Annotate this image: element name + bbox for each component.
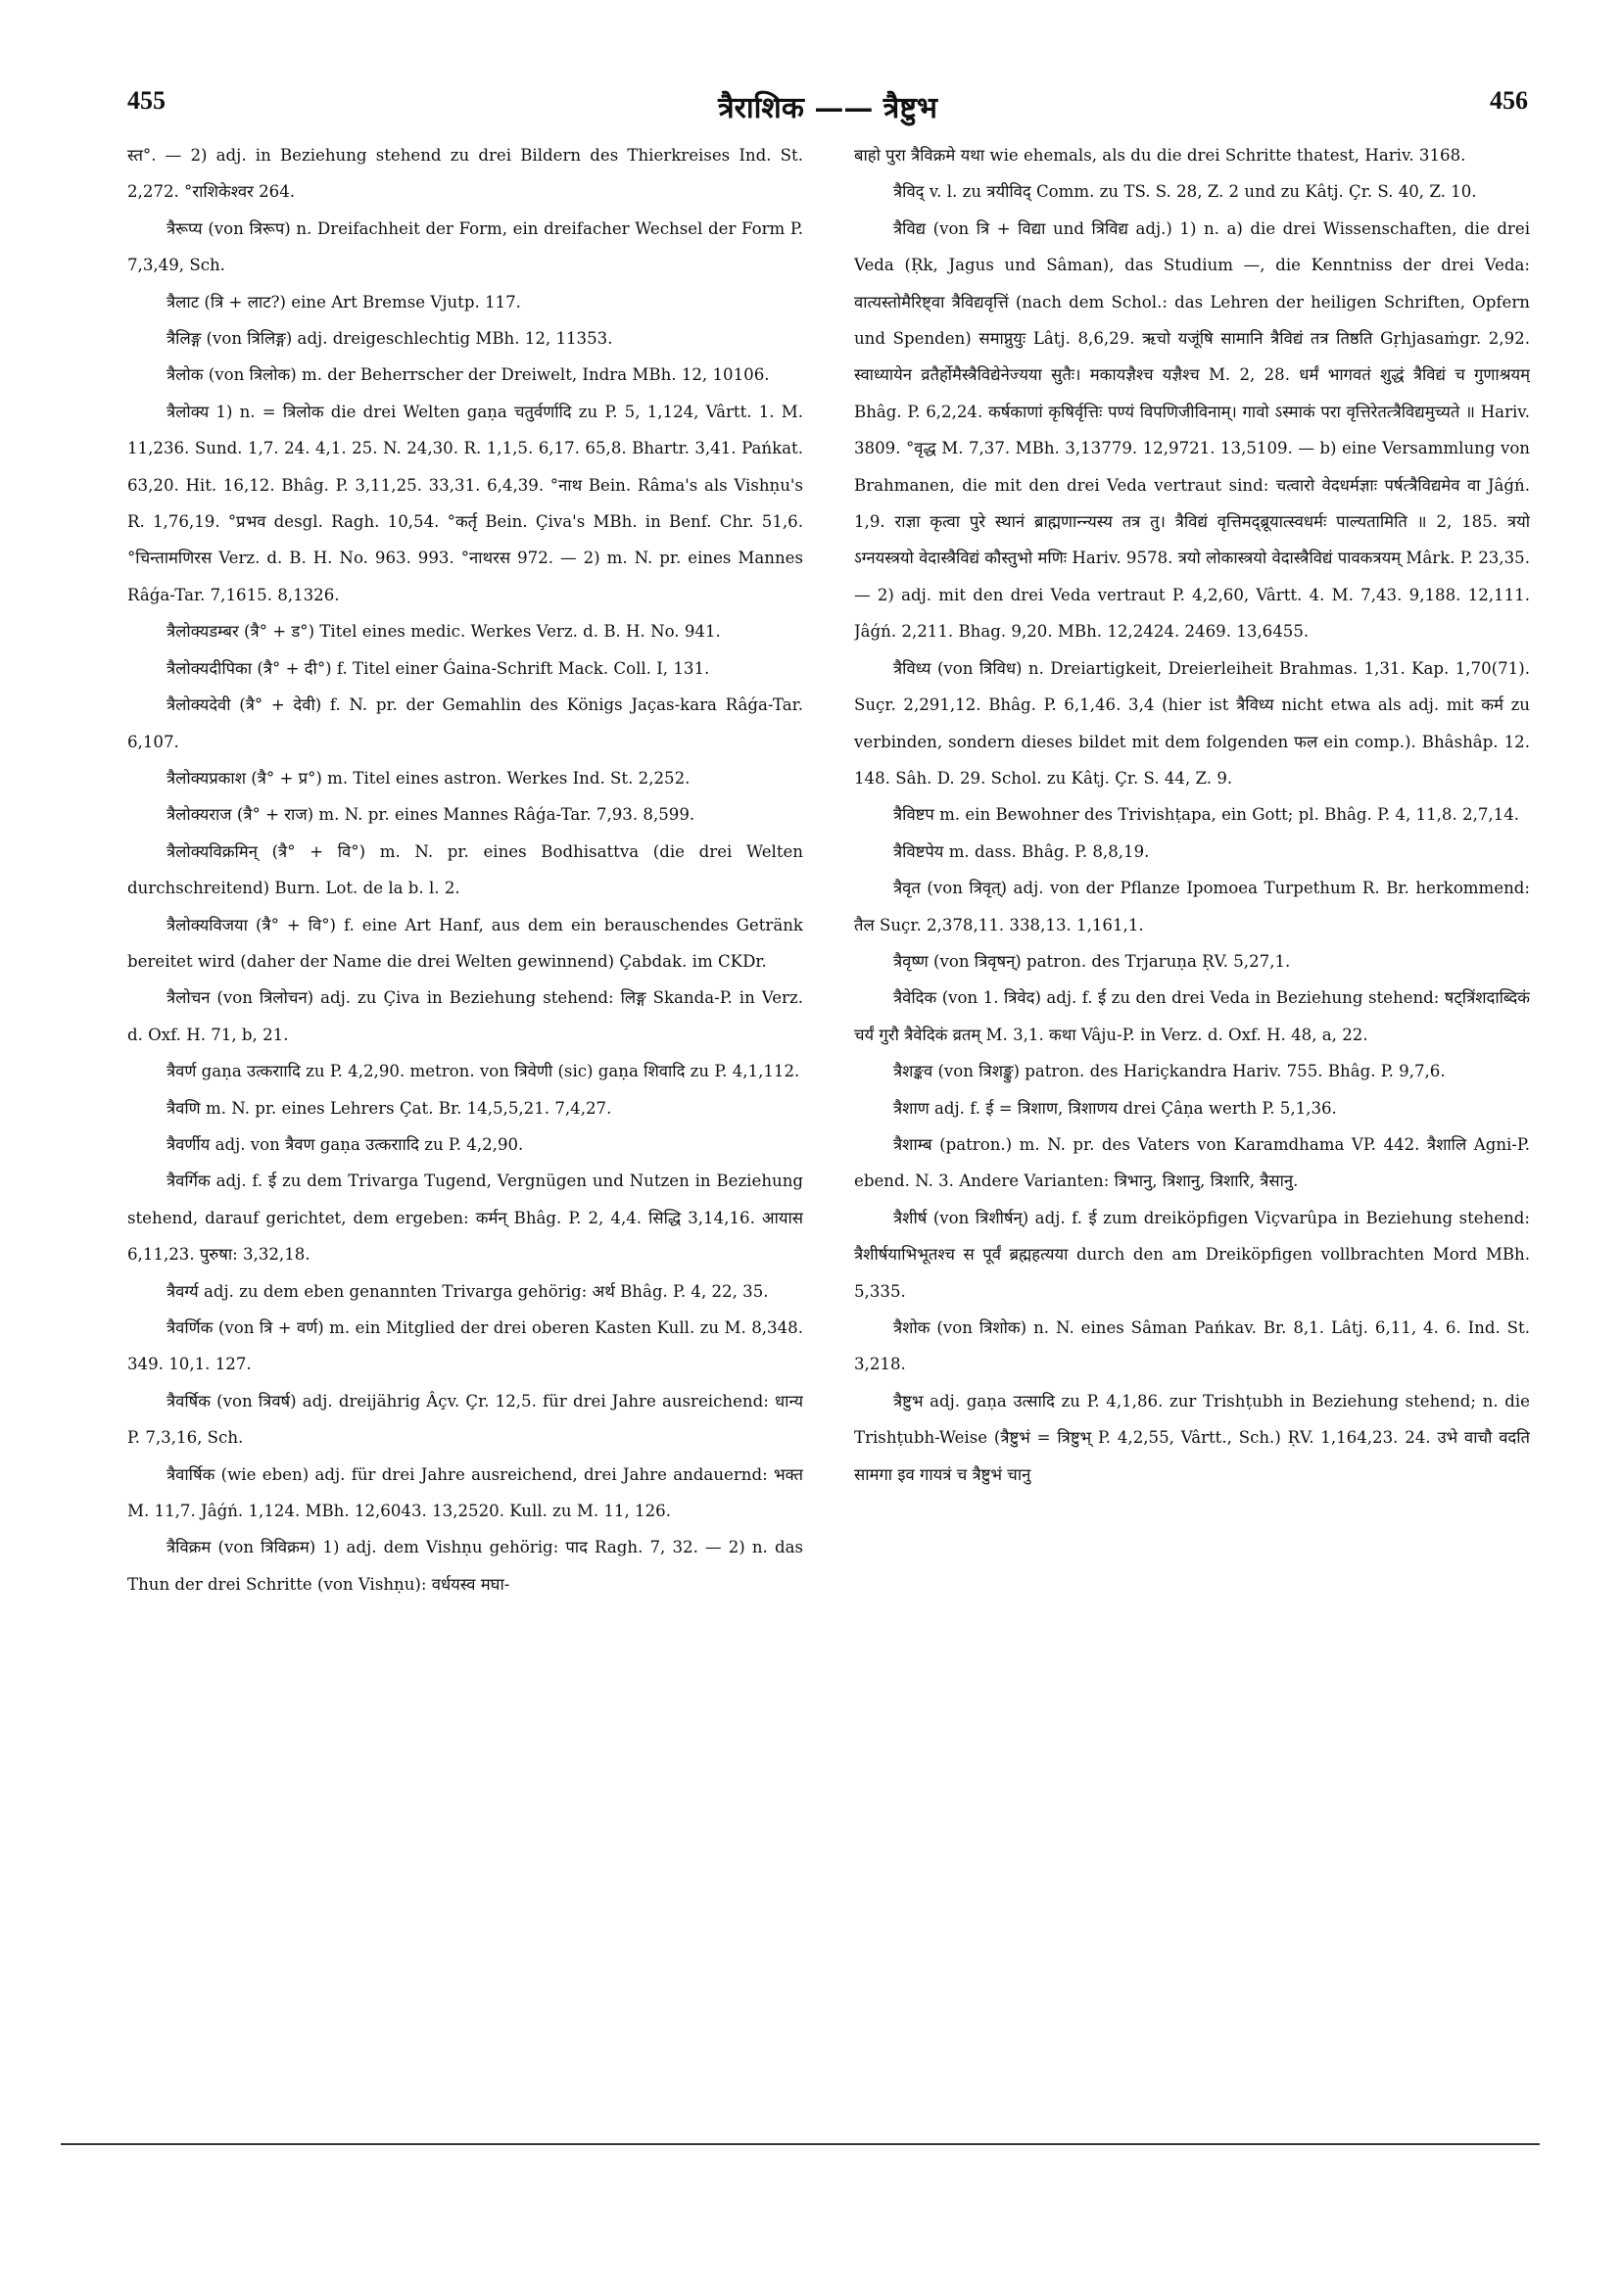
dictionary-entry: त्रैलोक्यदेवी (त्रै° + देवी) f. N. pr. der Gemahlin des Königs Jaças-kara Râǵa-Tar. 6,107. — [127, 695, 803, 751]
dictionary-entry: त्रैलोक्यडम्बर (त्रै° + ड°) Titel eines medic. Werkes Verz. d. B. H. No. 941. — [167, 622, 721, 642]
dictionary-entry: त्रैविष्टपेय m. dass. Bhâg. P. 8,8,19. — [893, 841, 1150, 861]
left-column — [127, 137, 803, 1979]
dictionary-entry: त्रैलोक्यराज (त्रै° + राज) m. N. pr. eines Mannes Râǵa-Tar. 7,93. 8,599. — [167, 805, 695, 825]
dictionary-entry: त्रैशीर्ष (von त्रिशीर्षन्) adj. f. ई zum dreiköpfigen Viçvarûpa in Beziehung stehend: त्रैशीर्षयाभिभूतश्च स पूर्वं ब्रह्महत्यया durch den am Dreiköpfigen vollbrachten Mord MBh. 5,335. — [854, 1208, 1530, 1301]
dictionary-entry: त्रैविक्रम (von त्रिविक्रम) 1) adj. dem Vishṇu gehörig: पाद Ragh. 7, 32. — 2) n. das Thun der drei Schritte (von Vishṇu): वर्धयस्व मघा- — [127, 1538, 803, 1594]
dictionary-entry: त्रैलोक्य 1) n. = त्रिलोक die drei Welten gaṇa चतुर्वर्णादि zu P. 5, 1,124, Vârtt. 1. M. 11,236. Sund. 1,7. 24. 4,1. 25. N. 24,30. R. 1,1,5. 6,17. 65,8. Bhartr. 3,41. Pańkat. 63,20. Hit. 16,12. Bhâg. P. 3,11,25. 33,31. 6,4,39. °नाथ Bein. Râma's als Vishṇu's R. 1,76,19. °प्रभव desgl. Ragh. 10,54. °कर्तृ Bein. Çiva's MBh. in Benf. Chr. 51,6. °चिन्तामणिरस Verz. d. B. H. No. 963. 993. °नाथरस 972. — 2) m. N. pr. eines Mannes Râǵa-Tar. 7,1615. 8,1326. — [127, 402, 803, 604]
page-number-left: 455 — [127, 86, 166, 115]
dictionary-entry: त्रैशोक (von त्रिशोक) n. N. eines Sâman Pańkav. Br. 8,1. Lâtj. 6,11, 4. 6. Ind. St. 3,218. — [854, 1318, 1530, 1374]
dictionary-entry: त्रैलाट (त्रि + लाट?) eine Art Bremse Vjutp. 117. — [167, 292, 521, 311]
dictionary-entry: त्रैवर्णिक (von त्रि + वर्ण) m. ein Mitglied der drei oberen Kasten Kull. zu M. 8,348. 349. 10,1. 127. — [127, 1318, 803, 1374]
dictionary-entry: त्रैवर्ण gaṇa उत्कराादि zu P. 4,2,90. metron. von त्रिवेणी (sic) gaṇa शिवादि zu P. 4,1,112. — [167, 1062, 800, 1081]
dictionary-entry: त्रैवृत (von त्रिवृत्) adj. von der Pflanze Ipomoea Turpethum R. Br. herkommend: तैल Suçr. 2,378,11. 338,13. 1,161,1. — [854, 879, 1530, 934]
dictionary-entry: त्रैलोक्यदीपिका (त्रै° + दी°) f. Titel einer Ǵaina-Schrift Mack. Coll. I, 131. — [167, 658, 710, 678]
dictionary-entry: त्रैविध्य (von त्रिविध) n. Dreiartigkeit, Dreierleiheit Brahmas. 1,31. Kap. 1,70(71). Suçr. 2,291,12. Bhâg. P. 6,1,46. 3,4 (hier ist त्रैविध्य nicht etwa als adj. mit कर्म zu verbinden, sondern dieses bildet mit dem folgenden फल ein comp.). Bhâshâp. 12. 148. Sâh. D. 29. Schol. zu Kâtj. Çr. S. 44, Z. 9. — [854, 658, 1530, 788]
dictionary-entry: त्रैवर्ग्य adj. zu dem eben genannten Trivarga gehörig: अर्थ Bhâg. P. 4, 22, 35. — [167, 1281, 769, 1301]
page-number-right: 456 — [1490, 86, 1528, 115]
dictionary-entry: त्रैलोचन (von त्रिलोचन) adj. zu Çiva in Beziehung stehend: लिङ्ग Skanda-P. in Verz. d. Oxf. H. 71, b, 21. — [127, 988, 803, 1044]
dictionary-entry: त्रैवर्गिक adj. f. ई zu dem Trivarga Tugend, Vergnügen und Nutzen in Beziehung stehend, darauf gerichtet, dem ergeben: कर्मन् Bhâg. P. 2, 4,4. सिद्धि 3,14,16. आयास 6,11,23. पुरुषा: 3,32,18. — [127, 1172, 803, 1265]
dictionary-entry: त्रैवणि m. N. pr. eines Lehrers Çat. Br. 14,5,5,21. 7,4,27. — [167, 1098, 612, 1118]
dictionary-entry: त्रैष्टुभ adj. gaṇa उत्सादि zu P. 4,1,86. zur Trishṭubh in Beziehung stehend; n. die Trishṭubh-Weise (त्रैष्टुभं = त्रिष्टुभ् P. 4,2,55, Vârtt., Sch.) ṚV. 1,164,23. 24. उभे वाचौ वदति सामगा इव गायत्रं च त्रैष्टुभं चानु — [854, 1391, 1530, 1484]
dictionary-entry: त्रैलोक्यविजया (त्रै° + वि°) f. eine Art Hanf, aus dem ein berauschendes Getränk bereitet wird (daher der Name die drei Welten gewinnend) Çabdak. im CKDr. — [127, 915, 803, 971]
dictionary-entry: त्रैलिङ्ग (von त्रिलिङ्ग) adj. dreigeschlechtig MBh. 12, 11353. — [167, 329, 613, 349]
dictionary-entry: त्रैशाण adj. f. ई = त्रिशाण, त्रिशाणय drei Çâṇa werth P. 5,1,36. — [893, 1098, 1337, 1118]
right-column — [854, 137, 1530, 1979]
dictionary-entry: त्रैवर्षिक (von त्रिवर्ष) adj. dreijährig Âçv. Çr. 12,5. für drei Jahre ausreichend: धान्य P. 7,3,16, Sch. — [127, 1391, 803, 1448]
dictionary-entry: त्रैलोक्यविक्रमिन् (त्रै° + वि°) m. N. pr. eines Bodhisattva (die drei Welten durchschreitend) Burn. Lot. de la b. l. 2. — [127, 841, 803, 898]
dictionary-entry: बाहो पुरा त्रैविक्रमे यथा wie ehemals, als du die drei Schritte thatest, Hariv. 3168. — [854, 146, 1466, 165]
running-title: त्रैराशिक —— त्रैष्टुभ — [718, 91, 937, 125]
dictionary-entry: त्रैविद्य (von त्रि + विद्या und त्रिविद्य adj.) 1) n. a) die drei Wissenschaften, die drei Veda (Ṛk, Jagus und Sâman), das Studium —, die Kenntniss der drei Veda: वात्यस्तोमैरिष्ट्वा त्रैविद्यवृत्तिं (nach dem Schol.: das Lehren der heiligen Schriften, Opfern und Spenden) समाप्नुयुः Lâtj. 8,6,29. ऋचो यजूंषि सामानि त्रैविद्यं तत्र तिष्ठति Gṛhjasaṁgr. 2,92. स्वाध्यायेन व्रतैर्होमैस्त्रैविद्येनेज्यया सुतैः। मकायज्ञैश्च यज्ञैश्च M. 2, 28. धर्मं भागवतं शुद्धं त्रैविद्यं च गुणाश्रयम् Bhâg. P. 6,2,24. कर्षकाणां कृषिर्वृत्तिः पण्यं विपणिजीविनाम्। गावो ऽस्माकं परा वृत्तिरेतत्त्रैविद्यमुच्यते ॥ Hariv. 3809. °वृद्ध M. 7,37. MBh. 3,13779. 12,9721. 13,5109. — b) eine Versammlung von Brahmanen, die mit den drei Veda vertraut sind: चत्वारो वेदधर्मज्ञाः पर्षत्त्रैविद्यमेव वा Jâǵń. 1,9. राज्ञा कृत्वा पुरे स्थानं ब्राह्मणान्न्यस्य तत्र तु। त्रैविद्यं वृत्तिमद्ब्रूयात्स्वधर्मः पाल्यतामिति ॥ 2, 185. त्रयो ऽग्नयस्त्रयो वेदास्त्रैविद्यं कौस्तुभो मणिः Hariv. 9578. त्रयो लोकास्त्रयो वेदास्त्रैविद्यं पावकत्रयम् Mârk. P. 23,35. — 2) adj. mit den drei Veda vertraut P. 4,2,60, Vârtt. 4. M. 7,43. 9,188. 12,111. Jâǵń. 2,211. Bhag. 9,20. MBh. 12,2424. 2469. 13,6455. — [854, 218, 1530, 642]
footer-rule — [61, 2143, 1540, 2145]
dictionary-entry: त्रैवृष्ण (von त्रिवृषन्) patron. des Trjaruṇa ṚV. 5,27,1. — [893, 951, 1291, 971]
dictionary-entry: त्रैवेदिक (von 1. त्रिवेद) adj. f. ई zu den drei Veda in Beziehung stehend: षट्त्रिंशदाब्दिकं चर्यं गुरौ त्रैवेदिकं व्रतम् M. 3,1. कथा Vâju-P. in Verz. d. Oxf. H. 48, a, 22. — [854, 988, 1530, 1044]
page-header — [127, 86, 1528, 135]
dictionary-entry: त्रैवार्षिक (wie eben) adj. für drei Jahre ausreichend, drei Jahre andauernd: भक्त M. 11,7. Jâǵń. 1,124. MBh. 12,6043. 13,2520. Kull. zu M. 11, 126. — [127, 1464, 803, 1521]
dictionary-entry: त्रैलोक्यप्रकाश (त्रै° + प्र°) m. Titel eines astron. Werkes Ind. St. 2,252. — [167, 768, 691, 788]
dictionary-entry: त्रैशङ्कव (von त्रिशङ्कु) patron. des Hariçkandra Hariv. 755. Bhâg. P. 9,7,6. — [893, 1062, 1446, 1081]
dictionary-entry: त्रैशाम्ब (patron.) m. N. pr. des Vaters von Karamdhama VP. 442. त्रैशालि Agni-P. ebend. N. 3. Andere Varianten: त्रिभानु, त्रिशानु, त्रिशारि, त्रैसानु. — [854, 1134, 1530, 1191]
dictionary-entry: त्रैवर्णीय adj. von त्रैवण gaṇa उत्कराादि zu P. 4,2,90. — [167, 1134, 524, 1154]
dictionary-entry: स्त°. — 2) adj. in Beziehung stehend zu drei Bildern des Thierkreises Ind. St. 2,272. °राशिकेश्वर 264. — [127, 146, 803, 202]
dictionary-entry: त्रैविद् v. l. zu त्रयीविद् Comm. zu TS. S. 28, Z. 2 und zu Kâtj. Çr. S. 40, Z. 10. — [893, 182, 1477, 202]
dictionary-entry: त्रैलोक (von त्रिलोक) m. der Beherrscher der Dreiwelt, Indra MBh. 12, 10106. — [167, 365, 770, 385]
dictionary-entry: त्रैरूप्य (von त्रिरूप) n. Dreifachheit der Form, ein dreifacher Wechsel der Form P. 7,3,49, Sch. — [127, 218, 803, 275]
dictionary-entry: त्रैविष्टप m. ein Bewohner des Trivishṭapa, ein Gott; pl. Bhâg. P. 4, 11,8. 2,7,14. — [893, 805, 1520, 825]
